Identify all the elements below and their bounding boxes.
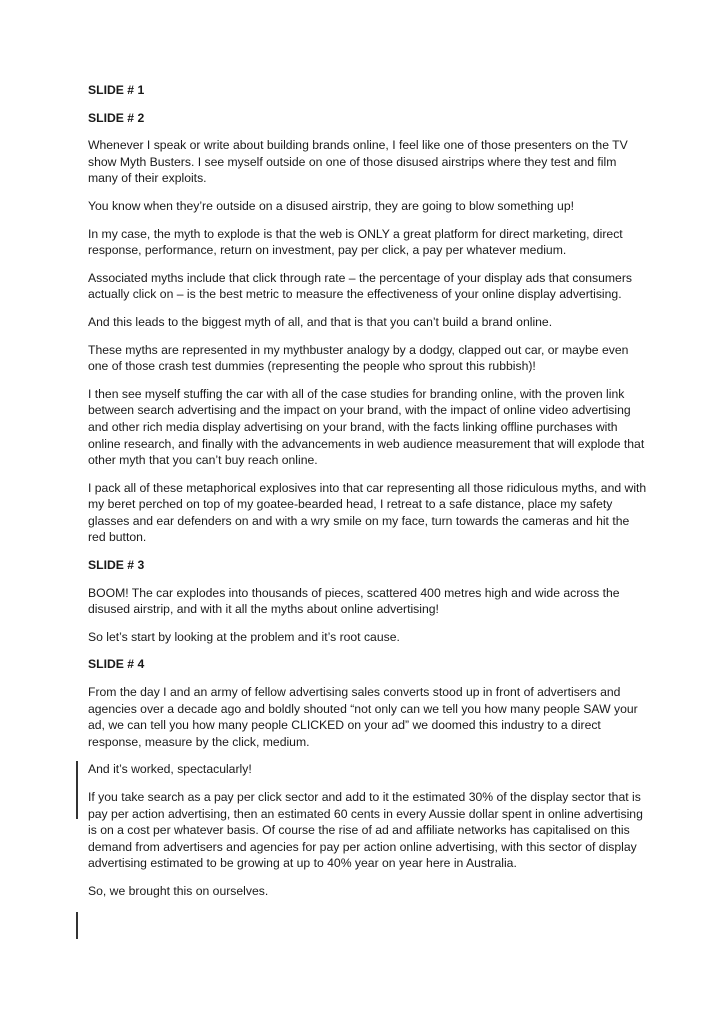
document-page — [88, 82, 648, 911]
slide-2-heading: SLIDE # 2 — [88, 110, 145, 125]
revision-change-bar — [76, 761, 78, 819]
paragraph-associated-myths: Associated myths include that click through rate – the percentage of your display ads that consumers actually click on – is the best metric to measure the effectiveness of your online display advertising. — [88, 270, 632, 302]
paragraph-red-button: I pack all of these metaphorical explosives into that car representing all those ridiculous myths, and with my beret perched on top of my goatee-bearded head, I retreat to a safe distance, place my safety glasses and ear defenders on and with a wry smile on my face, turn towards the cameras and hit the red button. — [88, 480, 647, 545]
slide-1-heading: SLIDE # 1 — [88, 83, 145, 97]
paragraph-biggest-myth: And this leads to the biggest myth of all, and that is that you can’t build a brand online. — [88, 314, 553, 329]
paragraph-myth-to-explode: In my case, the myth to explode is that the web is ONLY a great platform for direct marketing, direct response, performance, return on investment, pay per click, a pay per whatever medium. — [88, 226, 623, 258]
paragraph-root-cause: So let’s start by looking at the problem and it’s root cause. — [88, 629, 400, 644]
paragraph-sales-converts: From the day I and an army of fellow advertising sales converts stood up in front of advertisers and agencies over a decade ago and boldly shouted “not only can we tell you how many people SAW your ad, we can tell you how many people CLICKED on your ad” we doomed this industry to a direct response, measure by the click, medium. — [88, 685, 638, 749]
paragraph-disused-airstrip: You know when they’re outside on a disused airstrip, they are going to blow something up! — [88, 198, 574, 213]
paragraph-pay-per-click-sector: If you take search as a pay per click sector and add to it the estimated 30% of the display sector that is pay per action advertising, then an estimated 60 cents in every Aussie dollar spent in online advertising is on a cost per whatever basis. Of course the rise of ad and affiliate networks has capitalised on this demand from advertisers and agencies for pay per action online advertising, with this sector of display advertising estimated to be growing at up to 40% year on year here in Australia. — [88, 790, 643, 871]
paragraph-worked-spectacularly: And it’s worked, spectacularly! — [88, 762, 252, 777]
paragraph-mythbuster-analogy: These myths are represented in my mythbuster analogy by a dodgy, clapped out car, or maybe even one of those crash test dummies (representing the people who sprout this rubbish)! — [88, 342, 629, 374]
paragraph-stuffing-the-car: I then see myself stuffing the car with all of the case studies for branding online, with the proven link between search advertising and the impact on your brand, with the impact of online video advertising and other rich media display advertising on your brand, with the facts linking offline purchases with online research, and finally with the advancements in web audience measurement that will explode that other myth that you can’t buy reach online. — [88, 386, 645, 468]
revision-change-bar — [76, 912, 78, 939]
slide-4-heading: SLIDE # 4 — [88, 657, 145, 672]
slide-3-heading: SLIDE # 3 — [88, 558, 145, 573]
paragraph-myth-busters-intro: Whenever I speak or write about building brands online, I feel like one of those presenters on the TV show Myth Busters. I see myself outside on one of those disused airstrips where they test and film many of their exploits. — [88, 138, 628, 186]
paragraph-boom: BOOM! The car explodes into thousands of pieces, scattered 400 metres high and wide across the disused airstrip, and with it all the myths about online advertising! — [88, 585, 620, 617]
paragraph-brought-on-ourselves: So, we brought this on ourselves. — [88, 883, 269, 898]
